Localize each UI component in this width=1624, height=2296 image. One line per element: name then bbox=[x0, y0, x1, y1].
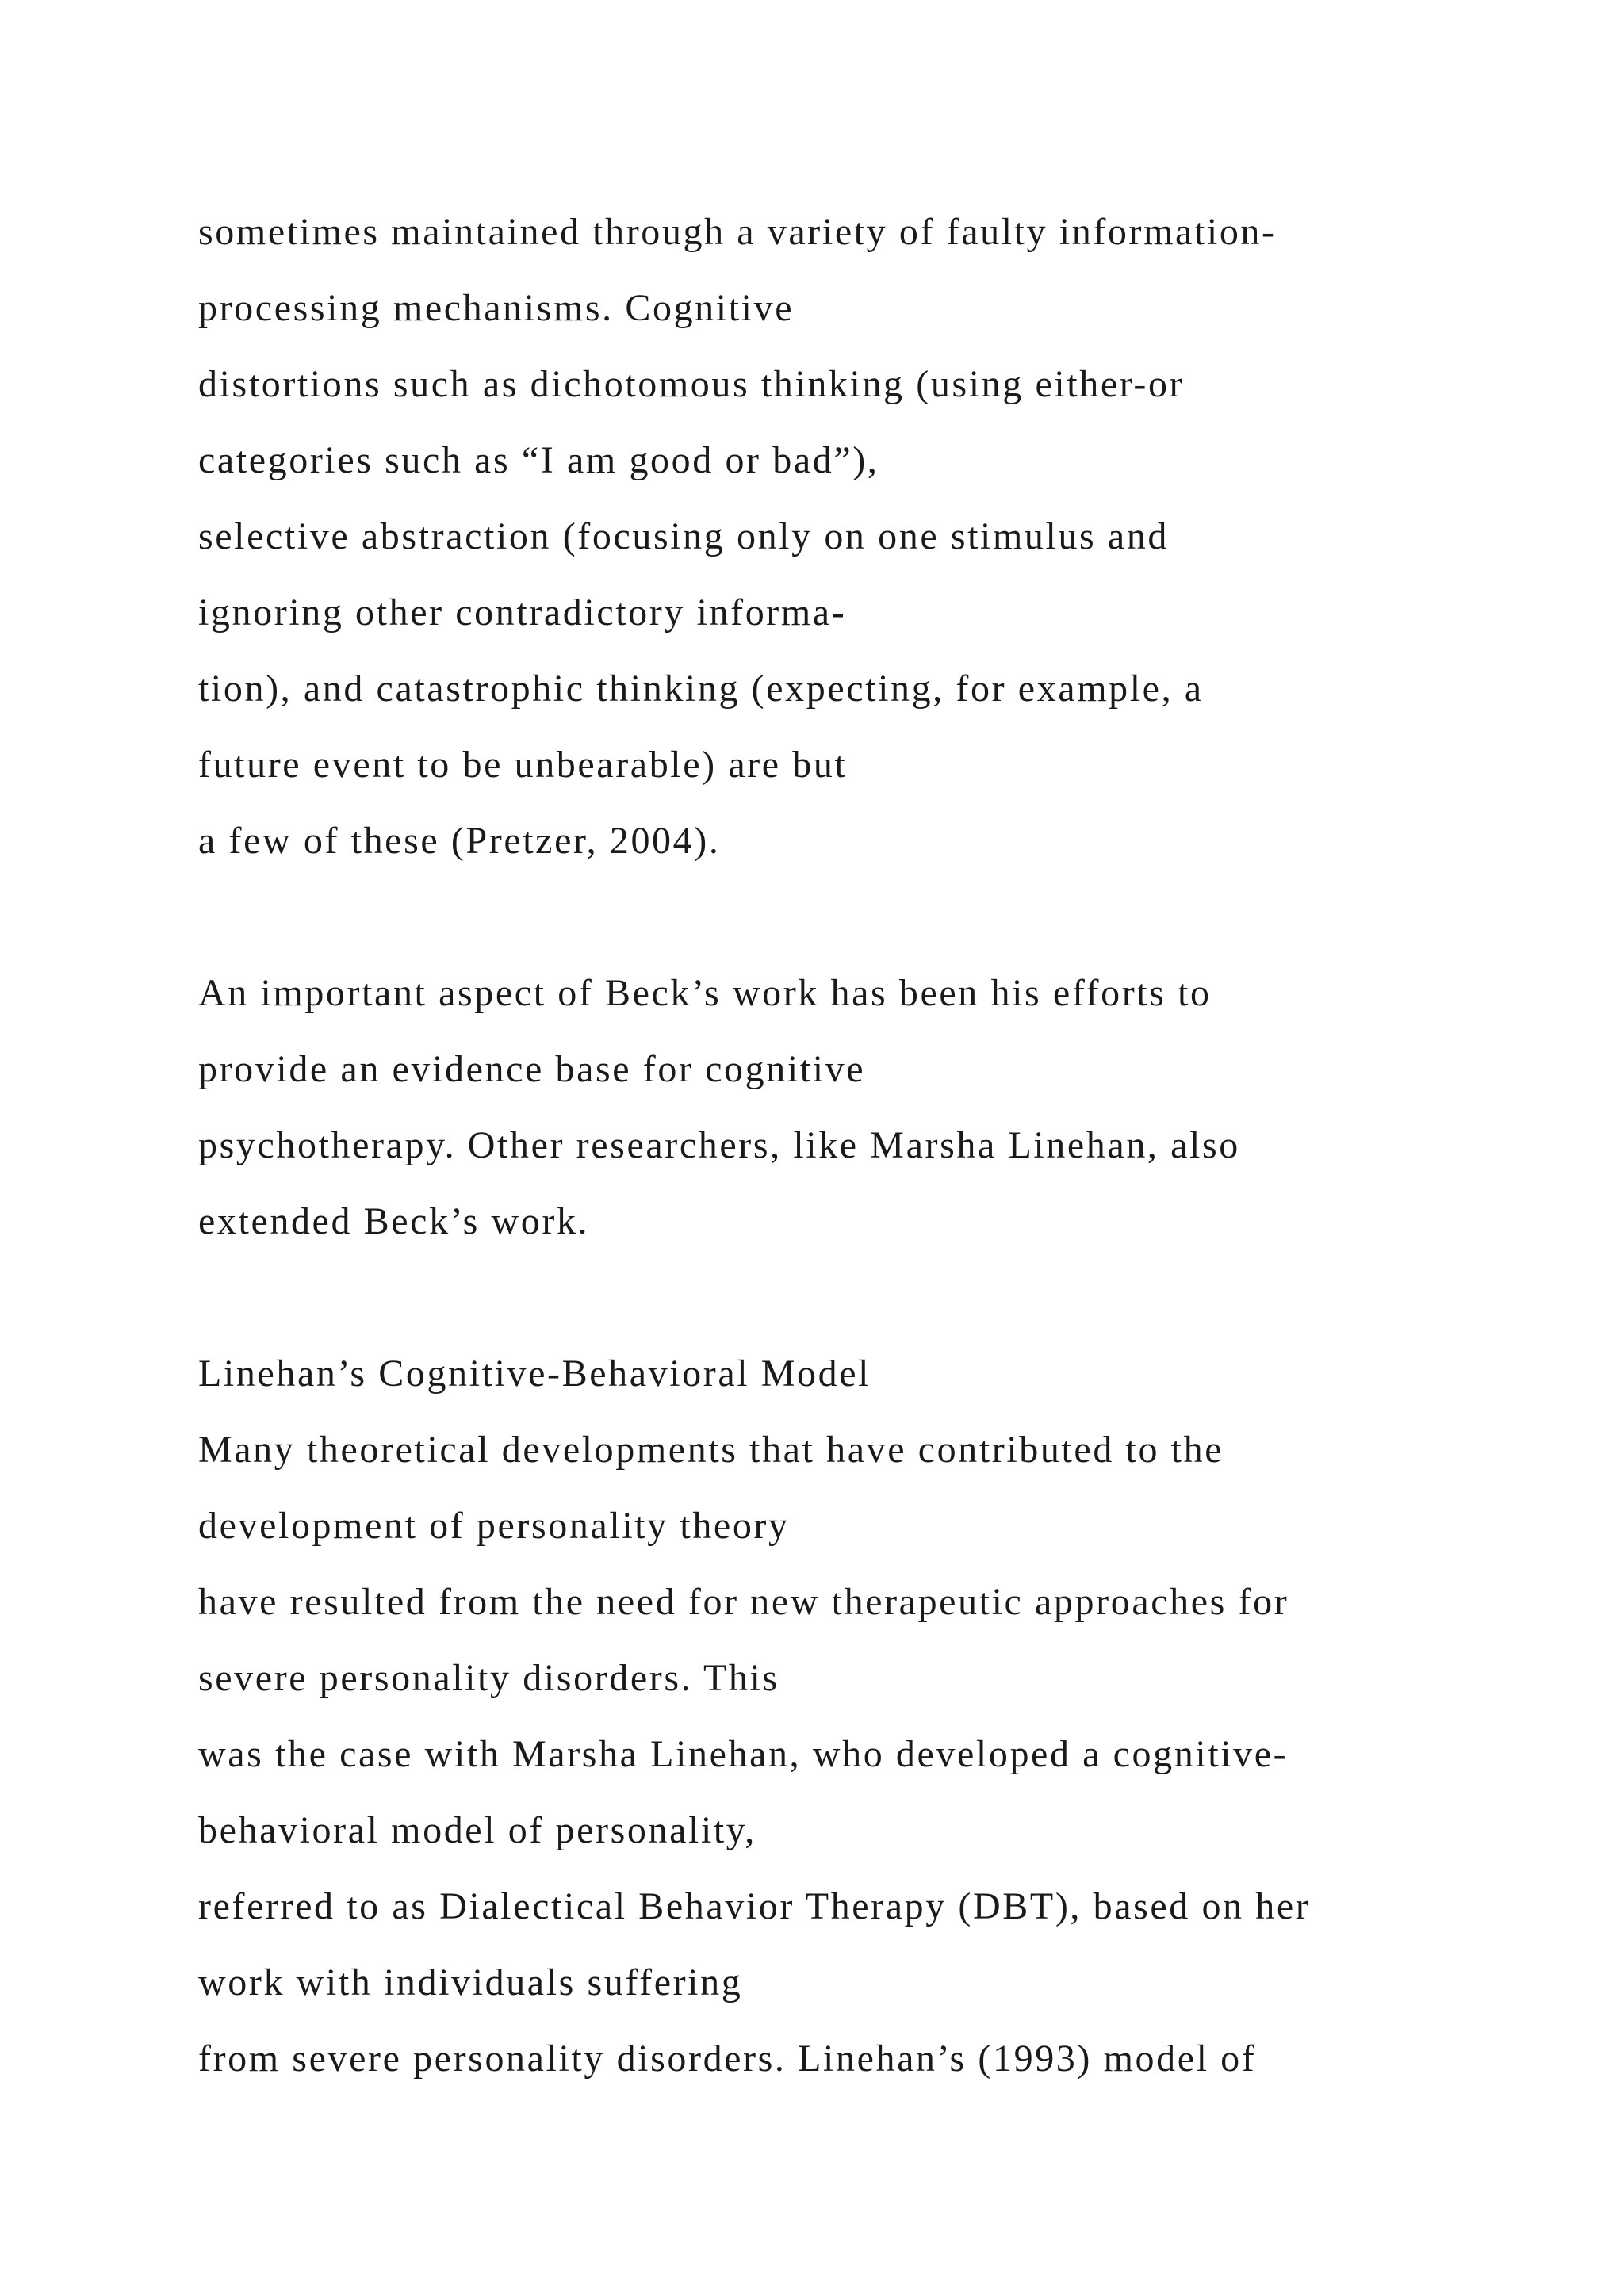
text-line: processing mechanisms. Cognitive bbox=[198, 287, 795, 329]
text-line: future event to be unbearable) are but bbox=[198, 744, 848, 786]
text-line: distortions such as dichotomous thinking (using either-or bbox=[198, 363, 1185, 405]
document-body bbox=[198, 194, 1546, 2097]
text-line: psychotherapy. Other researchers, like Marsha Linehan, also bbox=[198, 1124, 1240, 1166]
text-line: sometimes maintained through a variety of faulty information- bbox=[198, 211, 1277, 253]
section-heading: Linehan’s Cognitive-Behavioral Model bbox=[198, 1353, 871, 1395]
paragraph-linehan-model bbox=[198, 1336, 1546, 2097]
text-line: from severe personality disorders. Linehan’s (1993) model of bbox=[198, 2038, 1257, 2080]
text-line: work with individuals suffering bbox=[198, 1961, 743, 2003]
text-line: behavioral model of personality, bbox=[198, 1809, 756, 1851]
text-line: tion), and catastrophic thinking (expecting, for example, a bbox=[198, 668, 1204, 710]
text-line: categories such as “I am good or bad”), bbox=[198, 439, 879, 481]
text-line: ignoring other contradictory informa- bbox=[198, 591, 847, 633]
paragraph-gap bbox=[198, 1260, 1546, 1336]
text-line: have resulted from the need for new therapeutic approaches for bbox=[198, 1581, 1289, 1623]
paragraph-gap bbox=[198, 879, 1546, 955]
text-line: provide an evidence base for cognitive bbox=[198, 1048, 866, 1090]
text-line: An important aspect of Beck’s work has been his efforts to bbox=[198, 972, 1212, 1014]
text-line: Many theoretical developments that have contributed to the bbox=[198, 1429, 1224, 1471]
text-line: a few of these (Pretzer, 2004). bbox=[198, 820, 721, 862]
text-line: referred to as Dialectical Behavior Therapy (DBT), based on her bbox=[198, 1885, 1311, 1927]
paragraph-beck-evidence bbox=[198, 955, 1546, 1260]
text-line: was the case with Marsha Linehan, who developed a cognitive- bbox=[198, 1733, 1289, 1775]
paragraph-faulty-processing bbox=[198, 194, 1546, 879]
text-line: development of personality theory bbox=[198, 1505, 790, 1547]
text-line: severe personality disorders. This bbox=[198, 1657, 779, 1699]
text-line: selective abstraction (focusing only on one stimulus and bbox=[198, 515, 1170, 557]
text-line: extended Beck’s work. bbox=[198, 1200, 590, 1242]
